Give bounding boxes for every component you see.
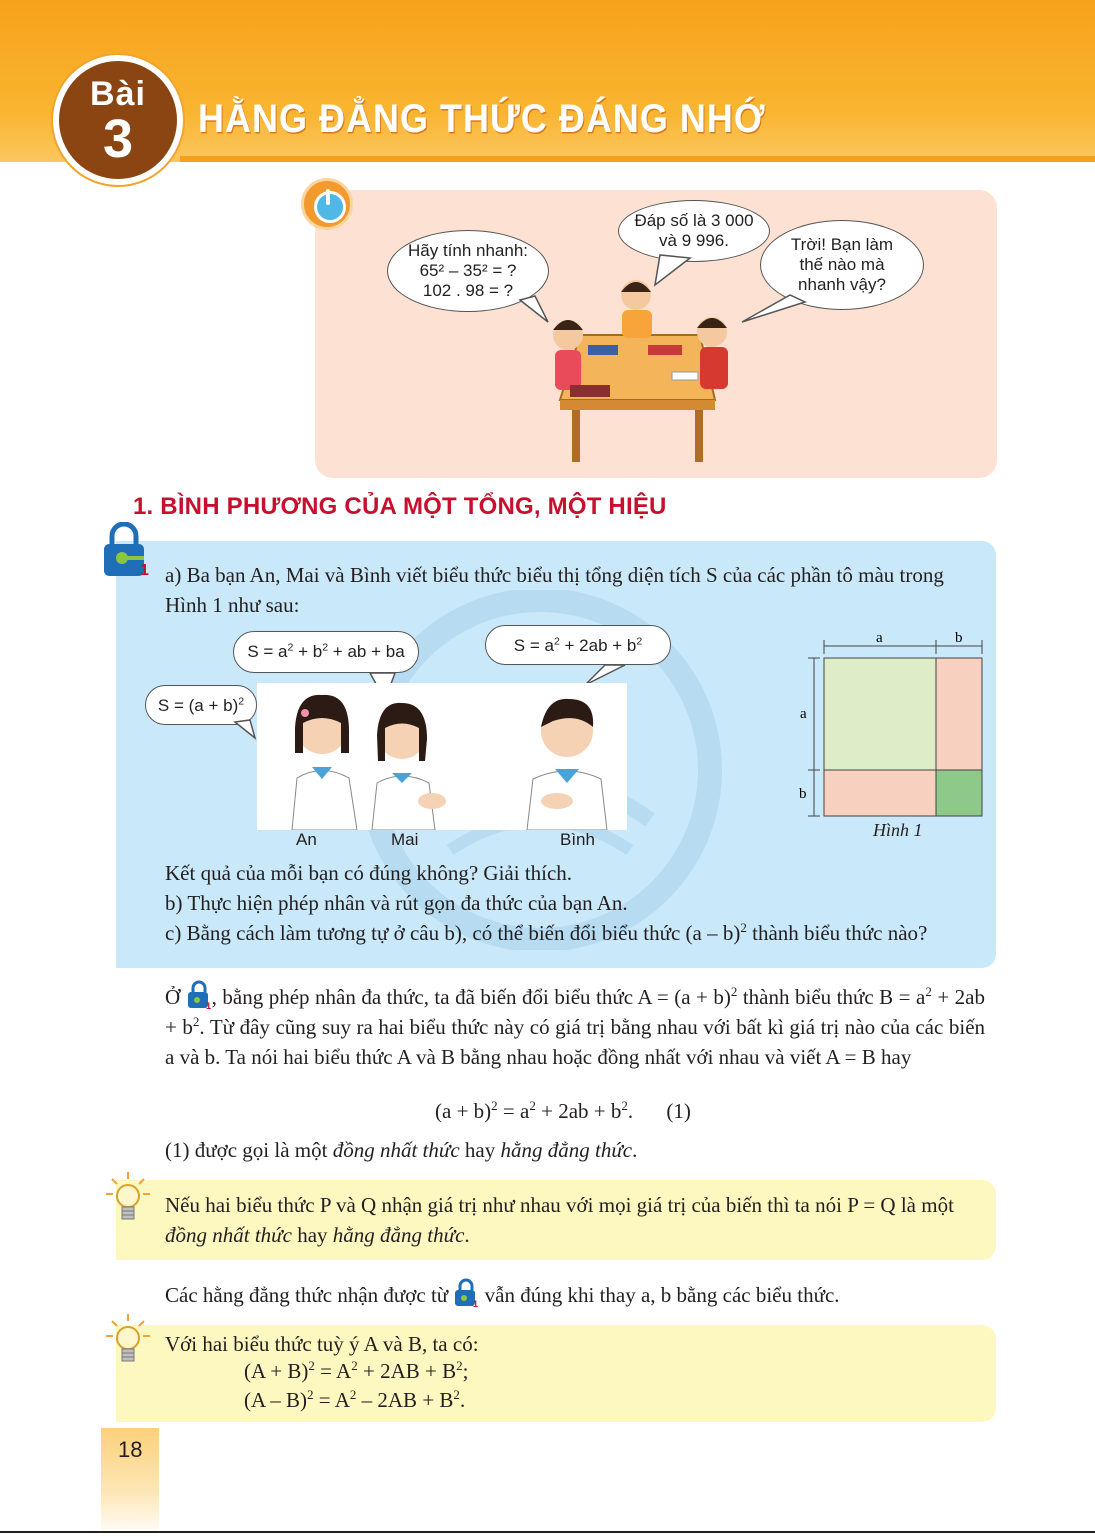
bubble-line: nhanh vậy? [798, 275, 886, 294]
bubble-line: Trời! Bạn làm [790, 235, 894, 254]
bottom-rule [0, 1531, 1095, 1533]
text-part: . [632, 1138, 638, 1162]
bubble-tail [235, 720, 255, 738]
book-icon [570, 385, 610, 397]
lock-key-icon [186, 980, 212, 1010]
bubble-line: thế nào mà [799, 255, 885, 274]
book-icon [648, 345, 682, 355]
bubble-tail [742, 295, 805, 322]
bubble-line: Đáp số là 3 000 [634, 211, 754, 230]
page-title: HẰNG ĐẲNG THỨC ĐÁNG NHỚ [198, 95, 766, 141]
page-number: 18 [118, 1437, 143, 1462]
bubble-an: $S = (a + b)^2$ [145, 685, 257, 725]
bubble-tail [520, 296, 548, 322]
identity-square-of-sum: $(A + B)^2 = A^2 + 2AB + B^2$; [244, 1358, 469, 1383]
body-rest: , bằng phép nhân đa thức, ta đã biến đổi biểu thức $A = (a + b)^2$ thành biểu thức $B = a^2 + 2ab + b^2$. Từ đây cũng suy ra hai biểu thức này có giá trị bằng nhau với bất kì giá trị nào của các biến a và b. Ta nói hai biểu thức A và B bằng nhau hoặc đồng nhất với nhau và viết A = B hay [165, 984, 986, 1069]
kid-name-binh: Bình [560, 830, 595, 849]
kid-right-hair [697, 318, 727, 328]
text-part: Nếu hai biểu thức P và Q nhận giá trị như nhau với mọi giá trị của biến thì ta nói P = Q là một [165, 1193, 954, 1217]
kid-left-body [555, 350, 581, 390]
figure-label-a-side: a [800, 706, 807, 722]
term: hằng đẳng thức [500, 1138, 633, 1162]
figure-label-a-top: a [876, 630, 883, 646]
paper-icon [672, 372, 698, 380]
inline-lock-number: 1 [205, 1001, 211, 1010]
bubble-line: 102 . 98 = ? [422, 281, 514, 300]
formula-1 [435, 1099, 691, 1124]
explore-number: 1 [140, 562, 149, 579]
term: đồng nhất thức [332, 1138, 460, 1162]
book-icon [588, 345, 618, 355]
kid-right-body [700, 347, 728, 389]
text-part: vẫn đúng khi thay a, b bằng các biểu thức. [484, 1283, 840, 1307]
bubble-binh: $S = a^2 + 2ab + b^2$ [485, 625, 671, 665]
bubble-mai: $S = a^2 + b^2$ + ab + ba [233, 631, 419, 673]
term: đồng nhất thức [165, 1223, 292, 1247]
bubble-line: và 9 996. [659, 231, 729, 250]
question-b: b) Thực hiện phép nhân và rút gọn đa thức của bạn An. [165, 891, 628, 915]
formula-1-tag: (1) [666, 1099, 691, 1123]
bubble-tail [655, 255, 690, 285]
kid-name-an: An [296, 830, 317, 849]
section-title: 1. BÌNH PHƯƠNG CỦA MỘT TỔNG, MỘT HIỆU [133, 493, 667, 520]
figure-1-square-diagram [790, 628, 990, 828]
text-part: . [464, 1223, 470, 1247]
note-text-2: Với hai biểu thức tuỳ ý A và B, ta có: [165, 1332, 479, 1356]
kid-mid-body [622, 310, 652, 338]
body-paragraph [165, 980, 985, 1072]
lesson-number: 3 [102, 109, 134, 169]
kids-drawing [257, 683, 627, 830]
text-part: (1) được gọi là một [165, 1138, 333, 1162]
bubble-line: 65² – 35² = ? [419, 261, 517, 280]
lightbulb-icon [104, 1312, 152, 1370]
identity-definition [165, 1135, 985, 1165]
question-1: Kết quả của mỗi bạn có đúng không? Giải thích. [165, 861, 573, 885]
kid-name-mai: Mai [391, 830, 419, 849]
formula-1-text: $(a + b)^2 = a^2 + 2ab + b^2$. [435, 1098, 634, 1123]
bubble-tail [585, 665, 625, 685]
figure-label-b-side: b [799, 786, 807, 802]
kid-mid-hair [621, 282, 651, 292]
lesson-word: Bài [90, 75, 146, 113]
text-part: hay [291, 1223, 333, 1247]
table-leg [695, 410, 703, 462]
inline-lock-number: 1 [473, 1299, 479, 1308]
lightbulb-icon [104, 1170, 152, 1228]
body-lead: Ở [165, 985, 181, 1009]
figure-caption: Hình 1 [873, 820, 923, 840]
part-a-text: a) Ba bạn An, Mai và Bình viết biểu thức biểu thị tổng diện tích S của các phần tô màu trong Hình 1 như sau: [165, 563, 944, 617]
table-leg [572, 410, 580, 462]
text-part: Các hằng đẳng thức nhận được từ [165, 1283, 449, 1307]
table-edge [560, 400, 715, 410]
text-part: hay [459, 1138, 501, 1162]
between-paragraph [165, 1278, 985, 1310]
kids-illustration [257, 683, 627, 830]
question-c: c) Bằng cách làm tương tự ở câu b), có thể biến đổi biểu thức (a – b)$^2$ thành biểu thức nào? [165, 920, 928, 945]
bubble-line: Hãy tính nhanh: [407, 241, 529, 260]
note-text-1 [165, 1190, 989, 1250]
identity-square-of-difference: $(A - B)^2 = A^2 - 2AB + B^2$. [244, 1387, 466, 1412]
term: hằng đẳng thức [332, 1223, 465, 1247]
lock-key-icon [453, 1278, 479, 1308]
figure-label-b-top: b [955, 630, 963, 646]
kid-left-hair [553, 320, 583, 330]
intro-illustration [0, 0, 1095, 480]
